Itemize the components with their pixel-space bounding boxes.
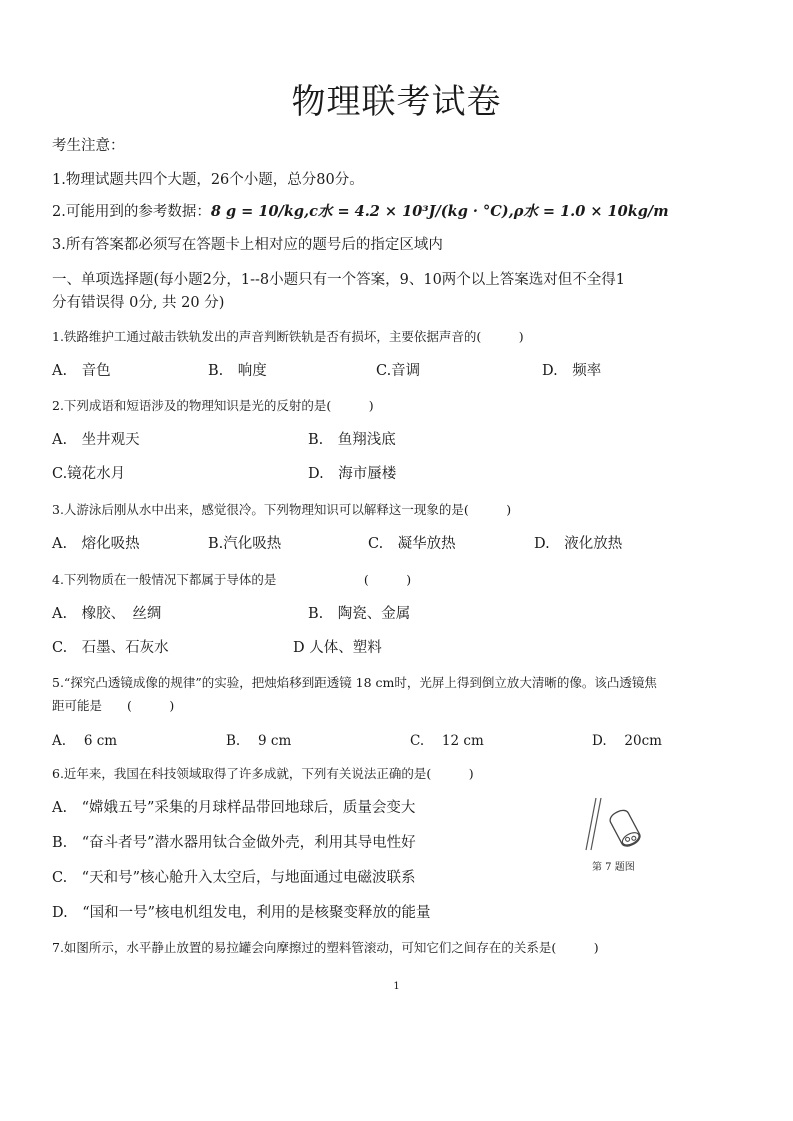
question-2-option-d: D. 海市蜃楼 (308, 466, 397, 482)
figure-caption: 第 7 题图 (592, 862, 635, 873)
question-4-option-d: D 人体、塑料 (293, 640, 382, 656)
question-1-stem: 1.铁路维护工通过敲击铁轨发出的声音判断铁轨是否有损坏，主要依据声音的( ) (52, 329, 524, 344)
question-6-option-c: C. “天和号”核心舱升入太空后，与地面通过电磁波联系 (52, 870, 416, 886)
question-5-option-d: D. 20cm (592, 733, 662, 749)
question-2-stem: 2.下列成语和短语涉及的物理知识是光的反射的是( ) (52, 398, 374, 413)
question-5-stem-line1: 5.“探究凸透镜成像的规律”的实验，把烛焰移到距透镜 18 cm时，光屏上得到倒立放大清晰的像。该凸透镜焦 (52, 675, 657, 690)
question-2-option-b: B. 鱼翔浅底 (308, 432, 396, 448)
question-6-option-a: A. “嫦娥五号”采集的月球样品带回地球后，质量会变大 (52, 800, 416, 816)
question-5-option-b: B. 9 cm (226, 733, 292, 749)
question-4-option-b: B. 陶瓷、金属 (308, 606, 411, 622)
question-4-option-a: A. 橡胶、 丝绸 (52, 606, 162, 622)
question-5-option-c: C. 12 cm (410, 733, 484, 749)
question-1-option-b: B. 响度 (208, 363, 267, 379)
page-title: 物理联考试卷 (291, 82, 502, 122)
question-4-option-c: C. 石墨、石灰水 (52, 640, 169, 656)
question-5-option-a: A. 6 cm (52, 733, 118, 749)
question-7-stem: 7.如图所示，水平静止放置的易拉罐会向摩擦过的塑料管滚动，可知它们之间存在的关系是( ) (52, 940, 599, 955)
question-2-option-c: C.镜花水月 (52, 466, 126, 482)
section1-heading-line1: 一、单项选择题(每小题2分，1--8小题只有一个答案，9、10两个以上答案选对但不全得1 (52, 272, 626, 288)
question-1-option-c: C.音调 (376, 363, 421, 379)
reference-formula: 8 g = 10/kg,c水 = 4.2 × 10³J/(kg · °C),ρ水 = 1.0 × 10kg/m (210, 203, 669, 220)
page-number: 1 (393, 981, 400, 992)
question-3-option-b: B.汽化吸热 (208, 536, 282, 552)
section1-heading-line2: 分有错误得 0分, 共 20 分) (52, 295, 225, 311)
question-6-option-d: D. “国和一号”核电机组发电，利用的是核聚变释放的能量 (52, 905, 431, 921)
question-3-option-a: A. 熔化吸热 (52, 536, 140, 552)
question-4-stem: 4.下列物质在一般情况下都属于导体的是 ( ) (52, 572, 412, 587)
question-3-option-c: C. 凝华放热 (368, 536, 456, 552)
question-2-option-a: A. 坐井观天 (52, 432, 140, 448)
notice-item-3: 3.所有答案都必须写在答题卡上相对应的题号后的指定区域内 (52, 237, 443, 253)
notice-item-2 (52, 200, 669, 221)
question-1-option-d: D. 频率 (542, 363, 602, 379)
question-6-stem: 6.近年来，我国在科技领域取得了许多成就，下列有关说法正确的是( ) (52, 766, 474, 781)
notice-item-1: 1.物理试题共四个大题，26个小题，总分80分。 (52, 172, 364, 188)
question-6-option-b: B. “奋斗者号”潜水器用钛合金做外壳，利用其导电性好 (52, 835, 416, 851)
notice-item-2-text: 2.可能用到的参考数据： (52, 204, 211, 220)
question-1-option-a: A. 音色 (52, 363, 111, 379)
question-5-stem-line2: 距可能是 ( ) (52, 698, 175, 713)
notice-heading: 考生注意： (52, 138, 125, 154)
question-3-option-d: D. 液化放热 (534, 536, 623, 552)
question-3-stem: 3.人游泳后刚从水中出来，感觉很冷。下列物理知识可以解释这一现象的是( ) (52, 502, 512, 517)
